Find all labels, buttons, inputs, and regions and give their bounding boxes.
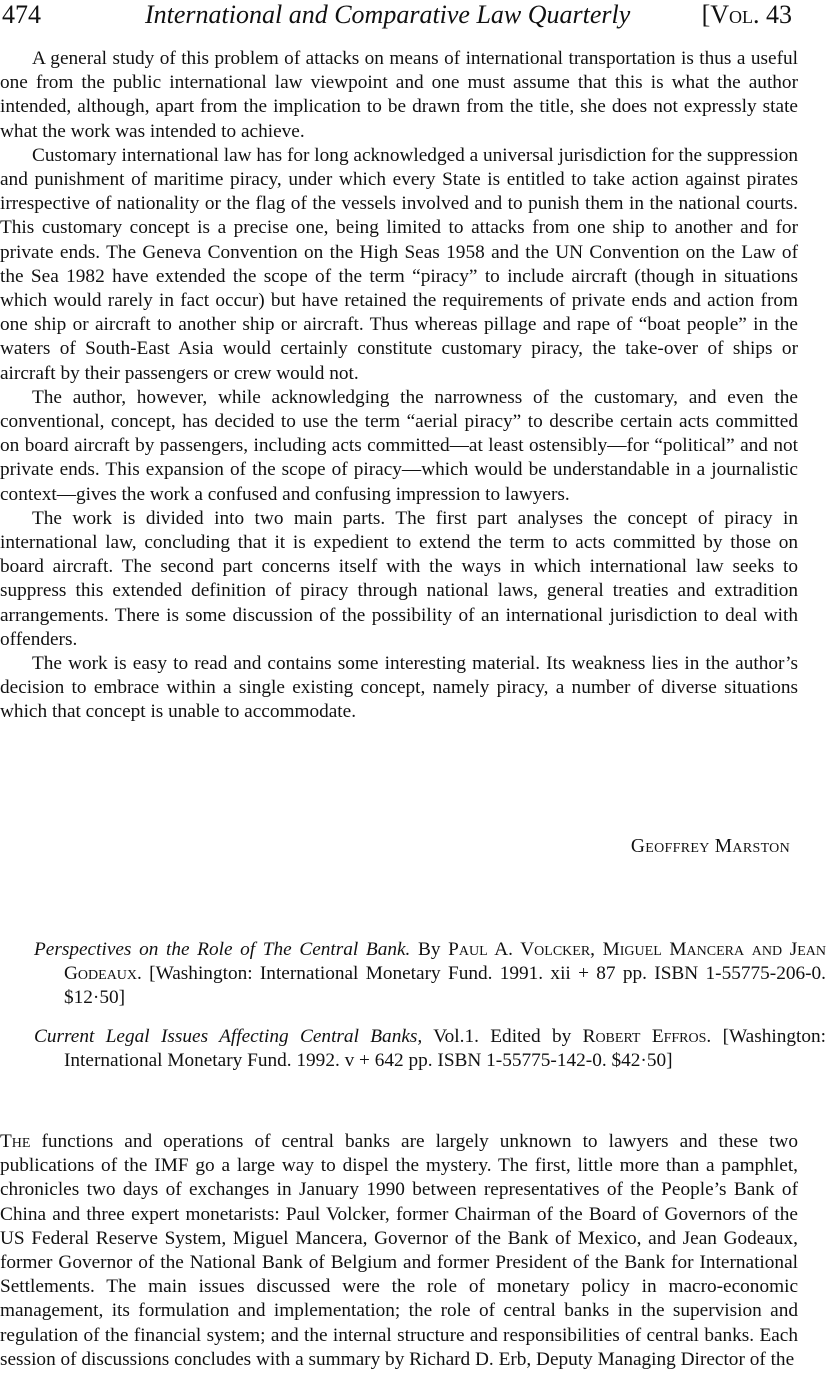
book-citation-1	[34, 938, 826, 1010]
paragraph: A general study of this problem of attacks on means of international transportation is thus a useful one from the public international law viewpoint and one must assume that this is what the author intended, although, apart from the implication to be drawn from the title, she does not expressly state what the work was intended to achieve.	[0, 48, 798, 142]
book-details: [Washington: International Monetary Fund. 1991. xii + 87 pp. ISBN 1-55775-206-0. $12·50]	[64, 963, 826, 1008]
volume-label: [Vol. 43	[701, 0, 792, 29]
book-by: Vol.1. Edited by	[422, 1026, 583, 1047]
book-authors: Robert Effros.	[582, 1026, 712, 1047]
lead-word: The	[0, 1131, 31, 1152]
page-number: 474	[2, 0, 41, 29]
review-text-2	[0, 1130, 798, 1372]
journal-title: International and Comparative Law Quarterly	[145, 0, 631, 29]
running-header	[2, 0, 792, 34]
book-title: Perspectives on the Role of The Central Bank.	[34, 939, 411, 960]
reviewer-signature: Geoffrey Marston	[630, 836, 790, 857]
paragraph: The work is divided into two main parts. The first part analyses the concept of piracy in international law, concluding that it is expedient to extend the term to acts committed by those on board aircraft. The second part concerns itself with the ways in which international law seeks to suppress this extended definition of piracy through national laws, general treaties and extradition arrangements. There is some discussion of the possibility of an international jurisdiction to deal with offenders.	[0, 507, 798, 650]
book-citation-2	[34, 1025, 826, 1073]
paragraph: Customary international law has for long acknowledged a universal jurisdiction for the suppression and punishment of maritime piracy, under which every State is entitled to take action against pirates irrespective of nationality or the flag of the vessels involved and to punish them in the national courts. This customary concept is a precise one, being limited to attacks from one ship to another and for private ends. The Geneva Convention on the High Seas 1958 and the UN Convention on the Law of the Sea 1982 have extended the scope of the term “piracy” to include aircraft (though in situations which would rarely in fact occur) but have retained the requirements of private ends and action from one ship or aircraft to another ship or aircraft. Thus whereas pillage and rape of “boat people” in the waters of South-East Asia would certainly constitute customary piracy, the take-over of ships or aircraft by their passengers or crew would not.	[0, 144, 798, 384]
book-by: By	[410, 939, 449, 960]
book-title: Current Legal Issues Affecting Central Banks,	[34, 1026, 423, 1047]
review-text-1	[0, 47, 798, 725]
paragraph-body: functions and operations of central banks are largely unknown to lawyers and these two publications of the IMF go a large way to dispel the mystery. The first, little more than a pamphlet, chronicles two days of exchanges in January 1990 between representatives of the People’s Bank of China and three expert monetarists: Paul Volcker, former Chairman of the Board of Governors of the US Federal Reserve System, Miguel Mancera, Governor of the Bank of Mexico, and Jean Godeaux, former Governor of the National Bank of Belgium and former President of the Bank for International Settlements. The main issues discussed were the role of monetary policy in macro-economic management, its formulation and implementation; the role of central banks in the supervision and regulation of the financial system; and the internal structure and responsibilities of central banks. Each session of discussions concludes with a summary by Richard D. Erb, Deputy Managing Director of the	[0, 1131, 798, 1370]
paragraph	[0, 1130, 798, 1372]
book-details: [Washington: International Monetary Fund. 1992. v + 642 pp. ISBN 1-55775-142-0. $42·50]	[64, 1026, 826, 1071]
paragraph: The work is easy to read and contains some interesting material. Its weakness lies in the author’s decision to embrace within a single existing concept, namely piracy, a number of diverse situations which that concept is unable to accommodate.	[0, 653, 798, 723]
paragraph: The author, however, while acknowledging the narrowness of the customary, and even the conventional, concept, has decided to use the term “aerial piracy” to describe certain acts committed on board aircraft by passengers, including acts committed—at least ostensibly—for “political” and not private ends. This expansion of the scope of piracy—which would be understandable in a journalistic context—gives the work a confused and confusing impression to lawyers.	[0, 386, 798, 505]
book-authors: Paul A. Volcker, Miguel Mancera and Jean Godeaux.	[64, 939, 826, 984]
